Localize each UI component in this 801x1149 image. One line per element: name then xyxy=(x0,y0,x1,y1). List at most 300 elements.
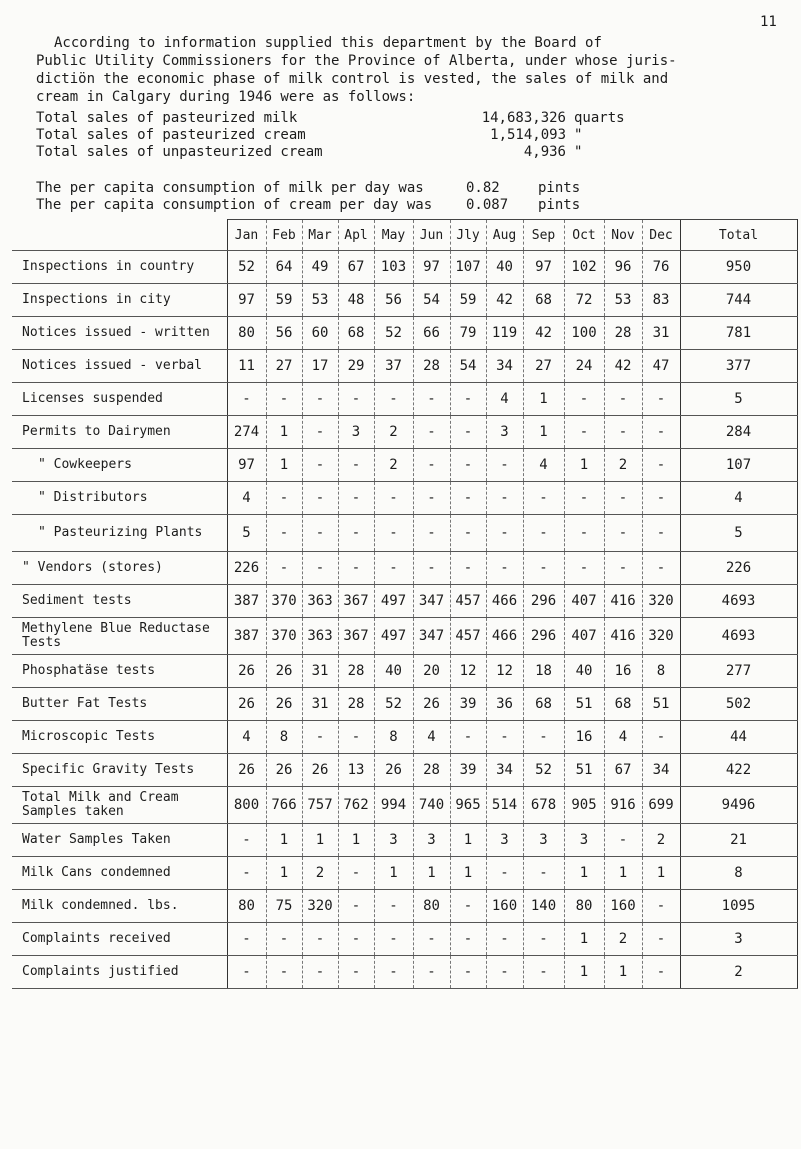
table-cell: 40 xyxy=(374,655,413,688)
table-cell: 59 xyxy=(266,284,302,317)
month-header: Aug xyxy=(486,220,523,251)
table-row xyxy=(12,383,797,416)
table-cell: - xyxy=(642,515,680,552)
table-cell: 40 xyxy=(486,251,523,284)
table-row xyxy=(12,956,797,989)
table-cell: 31 xyxy=(302,655,338,688)
sales-value: 4,936 xyxy=(523,144,566,160)
table-cell: 1 xyxy=(564,449,604,482)
row-label: Sediment tests xyxy=(12,585,227,618)
table-cell: 67 xyxy=(604,754,642,787)
table-cell: 160 xyxy=(604,890,642,923)
table-cell: 26 xyxy=(227,688,266,721)
table-cell: 1 xyxy=(338,824,374,857)
table-cell: 2 xyxy=(604,923,642,956)
table-cell: - xyxy=(338,721,374,754)
page-number: 11 xyxy=(760,14,777,30)
table-cell: - xyxy=(338,482,374,515)
table-cell: - xyxy=(374,923,413,956)
table-cell: 26 xyxy=(266,688,302,721)
row-total: 277 xyxy=(680,655,797,688)
table-cell: - xyxy=(450,721,486,754)
table-cell: 52 xyxy=(523,754,564,787)
table-header-row xyxy=(12,220,797,251)
table-cell: 49 xyxy=(302,251,338,284)
table-cell: 1 xyxy=(642,857,680,890)
table-cell: 514 xyxy=(486,787,523,824)
table-cell: 28 xyxy=(413,350,450,383)
table-row xyxy=(12,655,797,688)
table-cell: - xyxy=(450,416,486,449)
table-cell: - xyxy=(450,890,486,923)
table-row xyxy=(12,482,797,515)
table-cell: 51 xyxy=(642,688,680,721)
table-cell: 994 xyxy=(374,787,413,824)
intro-line: cream in Calgary during 1946 were as follows: xyxy=(36,89,416,105)
table-cell: 26 xyxy=(302,754,338,787)
sales-unit: quarts xyxy=(574,110,625,126)
table-cell: 53 xyxy=(302,284,338,317)
table-cell: 1 xyxy=(374,857,413,890)
table-cell: 1 xyxy=(266,416,302,449)
table-cell: 1 xyxy=(523,383,564,416)
table-cell: 72 xyxy=(564,284,604,317)
table-cell: - xyxy=(604,482,642,515)
table-cell: 8 xyxy=(642,655,680,688)
table-cell: - xyxy=(523,923,564,956)
table-cell: 64 xyxy=(266,251,302,284)
row-label: Milk Cans condemned xyxy=(12,857,227,890)
row-total: 226 xyxy=(680,552,797,585)
table-cell: 42 xyxy=(486,284,523,317)
table-cell: 905 xyxy=(564,787,604,824)
table-cell: 766 xyxy=(266,787,302,824)
per-capita-unit: pints xyxy=(538,180,581,196)
table-cell: 16 xyxy=(604,655,642,688)
table-cell: - xyxy=(266,482,302,515)
table-cell: 107 xyxy=(450,251,486,284)
table-row xyxy=(12,350,797,383)
month-header: Oct xyxy=(564,220,604,251)
table-cell: - xyxy=(413,923,450,956)
row-label: Milk condemned. lbs. xyxy=(12,890,227,923)
table-cell: 4 xyxy=(486,383,523,416)
table-cell: - xyxy=(523,956,564,989)
table-cell: - xyxy=(604,552,642,585)
table-cell: - xyxy=(266,923,302,956)
table-cell: 26 xyxy=(227,754,266,787)
table-cell: 3 xyxy=(486,416,523,449)
row-label: Licenses suspended xyxy=(12,383,227,416)
table-cell: - xyxy=(642,383,680,416)
row-label: Notices issued - written xyxy=(12,317,227,350)
table-cell: 367 xyxy=(338,618,374,655)
row-total: 3 xyxy=(680,923,797,956)
table-cell: - xyxy=(642,923,680,956)
table-cell: 3 xyxy=(564,824,604,857)
table-cell: 34 xyxy=(486,754,523,787)
table-body xyxy=(12,251,797,989)
table-cell: 1 xyxy=(450,857,486,890)
table-cell: 103 xyxy=(374,251,413,284)
table-row xyxy=(12,787,797,824)
table-cell: 2 xyxy=(642,824,680,857)
row-label: Water Samples Taken xyxy=(12,824,227,857)
table-cell: 800 xyxy=(227,787,266,824)
table-cell: 387 xyxy=(227,618,266,655)
sales-label: Total sales of pasteurized cream xyxy=(36,127,306,143)
table-cell: - xyxy=(338,552,374,585)
month-header: Jly xyxy=(450,220,486,251)
table-row xyxy=(12,721,797,754)
row-label: Inspections in city xyxy=(12,284,227,317)
table-cell: 367 xyxy=(338,585,374,618)
table-cell: 79 xyxy=(450,317,486,350)
intro-paragraph xyxy=(36,34,776,106)
table-cell: - xyxy=(523,721,564,754)
month-header: Dec xyxy=(642,220,680,251)
table-cell: - xyxy=(564,515,604,552)
table-cell: 54 xyxy=(413,284,450,317)
table-cell: 68 xyxy=(523,688,564,721)
row-total: 21 xyxy=(680,824,797,857)
table-cell: 1 xyxy=(564,857,604,890)
row-label: Phosphatäse tests xyxy=(12,655,227,688)
table-cell: 466 xyxy=(486,618,523,655)
table-cell: 678 xyxy=(523,787,564,824)
table-cell: - xyxy=(302,383,338,416)
table-cell: 497 xyxy=(374,618,413,655)
table-row xyxy=(12,824,797,857)
table-cell: 96 xyxy=(604,251,642,284)
table-cell: - xyxy=(302,515,338,552)
month-header: Sep xyxy=(523,220,564,251)
table-cell: 320 xyxy=(642,585,680,618)
table-cell: - xyxy=(450,956,486,989)
table-cell: - xyxy=(338,515,374,552)
table-cell: 1 xyxy=(564,956,604,989)
table-cell: 42 xyxy=(523,317,564,350)
table-cell: - xyxy=(338,956,374,989)
table-cell: - xyxy=(302,552,338,585)
table-cell: 457 xyxy=(450,585,486,618)
table-cell: 26 xyxy=(413,688,450,721)
table-cell: - xyxy=(227,956,266,989)
table-cell: 28 xyxy=(413,754,450,787)
table-cell: 29 xyxy=(338,350,374,383)
table-cell: - xyxy=(642,552,680,585)
per-capita-unit: pints xyxy=(538,197,581,213)
table-cell: 28 xyxy=(338,688,374,721)
table-cell: 320 xyxy=(642,618,680,655)
table-cell: - xyxy=(486,515,523,552)
table-row xyxy=(12,585,797,618)
table-cell: 52 xyxy=(227,251,266,284)
table-cell: - xyxy=(564,416,604,449)
table-cell: 3 xyxy=(413,824,450,857)
table-cell: 1 xyxy=(413,857,450,890)
table-cell: 466 xyxy=(486,585,523,618)
row-total: 422 xyxy=(680,754,797,787)
row-total: 44 xyxy=(680,721,797,754)
table-cell: 36 xyxy=(486,688,523,721)
table-cell: 18 xyxy=(523,655,564,688)
table-row xyxy=(12,251,797,284)
table-cell: 965 xyxy=(450,787,486,824)
table-cell: 1 xyxy=(604,956,642,989)
table-cell: - xyxy=(302,956,338,989)
table-cell: 20 xyxy=(413,655,450,688)
table-cell: - xyxy=(523,515,564,552)
table-cell: 140 xyxy=(523,890,564,923)
row-label: Methylene Blue Reductase Tests xyxy=(12,618,227,655)
table-cell: - xyxy=(413,383,450,416)
table-cell: 27 xyxy=(266,350,302,383)
per-capita-label: The per capita consumption of milk per day was xyxy=(36,180,424,196)
table-cell: - xyxy=(564,552,604,585)
table-cell: - xyxy=(604,383,642,416)
row-label: " Pasteurizing Plants xyxy=(12,515,227,552)
table-cell: 76 xyxy=(642,251,680,284)
table-cell: 97 xyxy=(523,251,564,284)
sales-label: Total sales of pasteurized milk xyxy=(36,110,298,126)
row-total: 284 xyxy=(680,416,797,449)
table-cell: - xyxy=(450,515,486,552)
table-cell: - xyxy=(266,383,302,416)
month-header: Jun xyxy=(413,220,450,251)
per-capita-value: 0.087 xyxy=(466,197,509,213)
table-cell: - xyxy=(227,857,266,890)
table-row xyxy=(12,449,797,482)
table-cell: - xyxy=(604,416,642,449)
sales-unit: " xyxy=(574,144,583,160)
table-cell: 47 xyxy=(642,350,680,383)
table-row xyxy=(12,618,797,655)
table-cell: 59 xyxy=(450,284,486,317)
row-total: 107 xyxy=(680,449,797,482)
table-row xyxy=(12,317,797,350)
sales-unit: " xyxy=(574,127,583,143)
table-cell: - xyxy=(374,956,413,989)
month-header: Apl xyxy=(338,220,374,251)
table-cell: 56 xyxy=(374,284,413,317)
table-cell: - xyxy=(642,721,680,754)
table-cell: - xyxy=(604,515,642,552)
table-cell: 119 xyxy=(486,317,523,350)
row-total: 4 xyxy=(680,482,797,515)
table-cell: 102 xyxy=(564,251,604,284)
table-cell: 1 xyxy=(564,923,604,956)
table-cell: - xyxy=(523,482,564,515)
row-label: Permits to Dairymen xyxy=(12,416,227,449)
table-cell: 3 xyxy=(523,824,564,857)
table-cell: 53 xyxy=(604,284,642,317)
row-label: " Vendors (stores) xyxy=(12,552,227,585)
table-cell: 8 xyxy=(266,721,302,754)
sales-row xyxy=(36,127,736,144)
table-row xyxy=(12,688,797,721)
sales-row xyxy=(36,144,736,161)
table-cell: - xyxy=(486,857,523,890)
row-label: " Cowkeepers xyxy=(12,449,227,482)
month-header: Feb xyxy=(266,220,302,251)
table-cell: - xyxy=(374,890,413,923)
table-cell: 2 xyxy=(374,449,413,482)
table-cell: 1 xyxy=(523,416,564,449)
table-row xyxy=(12,857,797,890)
table-cell: 274 xyxy=(227,416,266,449)
table-cell: 762 xyxy=(338,787,374,824)
row-total: 1095 xyxy=(680,890,797,923)
sales-value: 14,683,326 xyxy=(481,110,566,126)
row-total: 2 xyxy=(680,956,797,989)
table-cell: 4 xyxy=(523,449,564,482)
table-cell: - xyxy=(523,552,564,585)
table-cell: 2 xyxy=(604,449,642,482)
table-cell: - xyxy=(338,923,374,956)
month-header: Jan xyxy=(227,220,266,251)
table-cell: 31 xyxy=(302,688,338,721)
table-row xyxy=(12,552,797,585)
table-cell: 4 xyxy=(227,721,266,754)
table-cell: 97 xyxy=(227,284,266,317)
table-cell: - xyxy=(266,552,302,585)
row-label: Complaints justified xyxy=(12,956,227,989)
month-header: Mar xyxy=(302,220,338,251)
table-cell: 1 xyxy=(266,824,302,857)
sales-summary xyxy=(36,110,736,161)
table-cell: - xyxy=(450,923,486,956)
per-capita-row xyxy=(36,197,580,214)
table-cell: 363 xyxy=(302,618,338,655)
table-cell: 1 xyxy=(266,449,302,482)
table-cell: - xyxy=(413,515,450,552)
table-cell: - xyxy=(486,552,523,585)
table-cell: 226 xyxy=(227,552,266,585)
table-cell: 12 xyxy=(486,655,523,688)
table-cell: - xyxy=(486,956,523,989)
table-cell: 457 xyxy=(450,618,486,655)
table-cell: 497 xyxy=(374,585,413,618)
table-cell: - xyxy=(486,482,523,515)
intro-line: According to information supplied this department by the Board of xyxy=(54,35,602,51)
table-cell: 80 xyxy=(227,890,266,923)
row-total: 744 xyxy=(680,284,797,317)
sales-value: 1,514,093 xyxy=(490,127,566,143)
table-cell: 31 xyxy=(642,317,680,350)
table-cell: - xyxy=(450,482,486,515)
table-cell: 75 xyxy=(266,890,302,923)
table-cell: 757 xyxy=(302,787,338,824)
table-cell: - xyxy=(338,383,374,416)
table-cell: - xyxy=(450,383,486,416)
table-cell: - xyxy=(302,721,338,754)
table-cell: - xyxy=(523,857,564,890)
table-cell: - xyxy=(450,552,486,585)
table-cell: 370 xyxy=(266,585,302,618)
table-cell: 8 xyxy=(374,721,413,754)
table-cell: 51 xyxy=(564,688,604,721)
table-cell: 26 xyxy=(266,655,302,688)
table-cell: 80 xyxy=(564,890,604,923)
table-cell: 699 xyxy=(642,787,680,824)
table-cell: - xyxy=(302,923,338,956)
row-label: Specific Gravity Tests xyxy=(12,754,227,787)
table-cell: 416 xyxy=(604,618,642,655)
table-cell: - xyxy=(374,383,413,416)
table-cell: 39 xyxy=(450,754,486,787)
table-cell: 416 xyxy=(604,585,642,618)
table-cell: - xyxy=(642,890,680,923)
month-header: Nov xyxy=(604,220,642,251)
table-cell: 26 xyxy=(374,754,413,787)
table-cell: - xyxy=(564,383,604,416)
table-cell: 40 xyxy=(564,655,604,688)
table-cell: - xyxy=(266,515,302,552)
table-cell: 54 xyxy=(450,350,486,383)
table-row xyxy=(12,416,797,449)
table-cell: - xyxy=(227,923,266,956)
table-cell: - xyxy=(374,482,413,515)
table-cell: - xyxy=(413,416,450,449)
table-cell: 363 xyxy=(302,585,338,618)
table-cell: 1 xyxy=(266,857,302,890)
table-cell: - xyxy=(266,956,302,989)
row-label: " Distributors xyxy=(12,482,227,515)
table-cell: - xyxy=(413,552,450,585)
row-total: 377 xyxy=(680,350,797,383)
table-cell: - xyxy=(413,482,450,515)
table-cell: 28 xyxy=(338,655,374,688)
table-cell: 5 xyxy=(227,515,266,552)
table-cell: - xyxy=(450,449,486,482)
table-cell: 34 xyxy=(642,754,680,787)
table-cell: - xyxy=(486,721,523,754)
table-cell: 52 xyxy=(374,688,413,721)
table-cell: - xyxy=(642,956,680,989)
table-cell: - xyxy=(374,515,413,552)
table-cell: 51 xyxy=(564,754,604,787)
table-row xyxy=(12,923,797,956)
row-total: 950 xyxy=(680,251,797,284)
table-cell: 56 xyxy=(266,317,302,350)
per-capita-value: 0.82 xyxy=(466,180,500,196)
table-cell: 37 xyxy=(374,350,413,383)
table-row xyxy=(12,284,797,317)
table-cell: - xyxy=(302,416,338,449)
table-cell: - xyxy=(302,449,338,482)
table-cell: 60 xyxy=(302,317,338,350)
table-cell: 1 xyxy=(604,857,642,890)
table-cell: 48 xyxy=(338,284,374,317)
row-total: 4693 xyxy=(680,618,797,655)
table-cell: - xyxy=(642,449,680,482)
table-cell: 160 xyxy=(486,890,523,923)
row-total: 5 xyxy=(680,515,797,552)
table-cell: 347 xyxy=(413,618,450,655)
row-total: 4693 xyxy=(680,585,797,618)
table-cell: 3 xyxy=(486,824,523,857)
table-cell: 407 xyxy=(564,585,604,618)
table-row xyxy=(12,754,797,787)
table-cell: 26 xyxy=(266,754,302,787)
table-cell: 83 xyxy=(642,284,680,317)
table-cell: 100 xyxy=(564,317,604,350)
table-cell: - xyxy=(338,857,374,890)
table-cell: 80 xyxy=(227,317,266,350)
table-cell: - xyxy=(413,956,450,989)
table-cell: - xyxy=(486,449,523,482)
